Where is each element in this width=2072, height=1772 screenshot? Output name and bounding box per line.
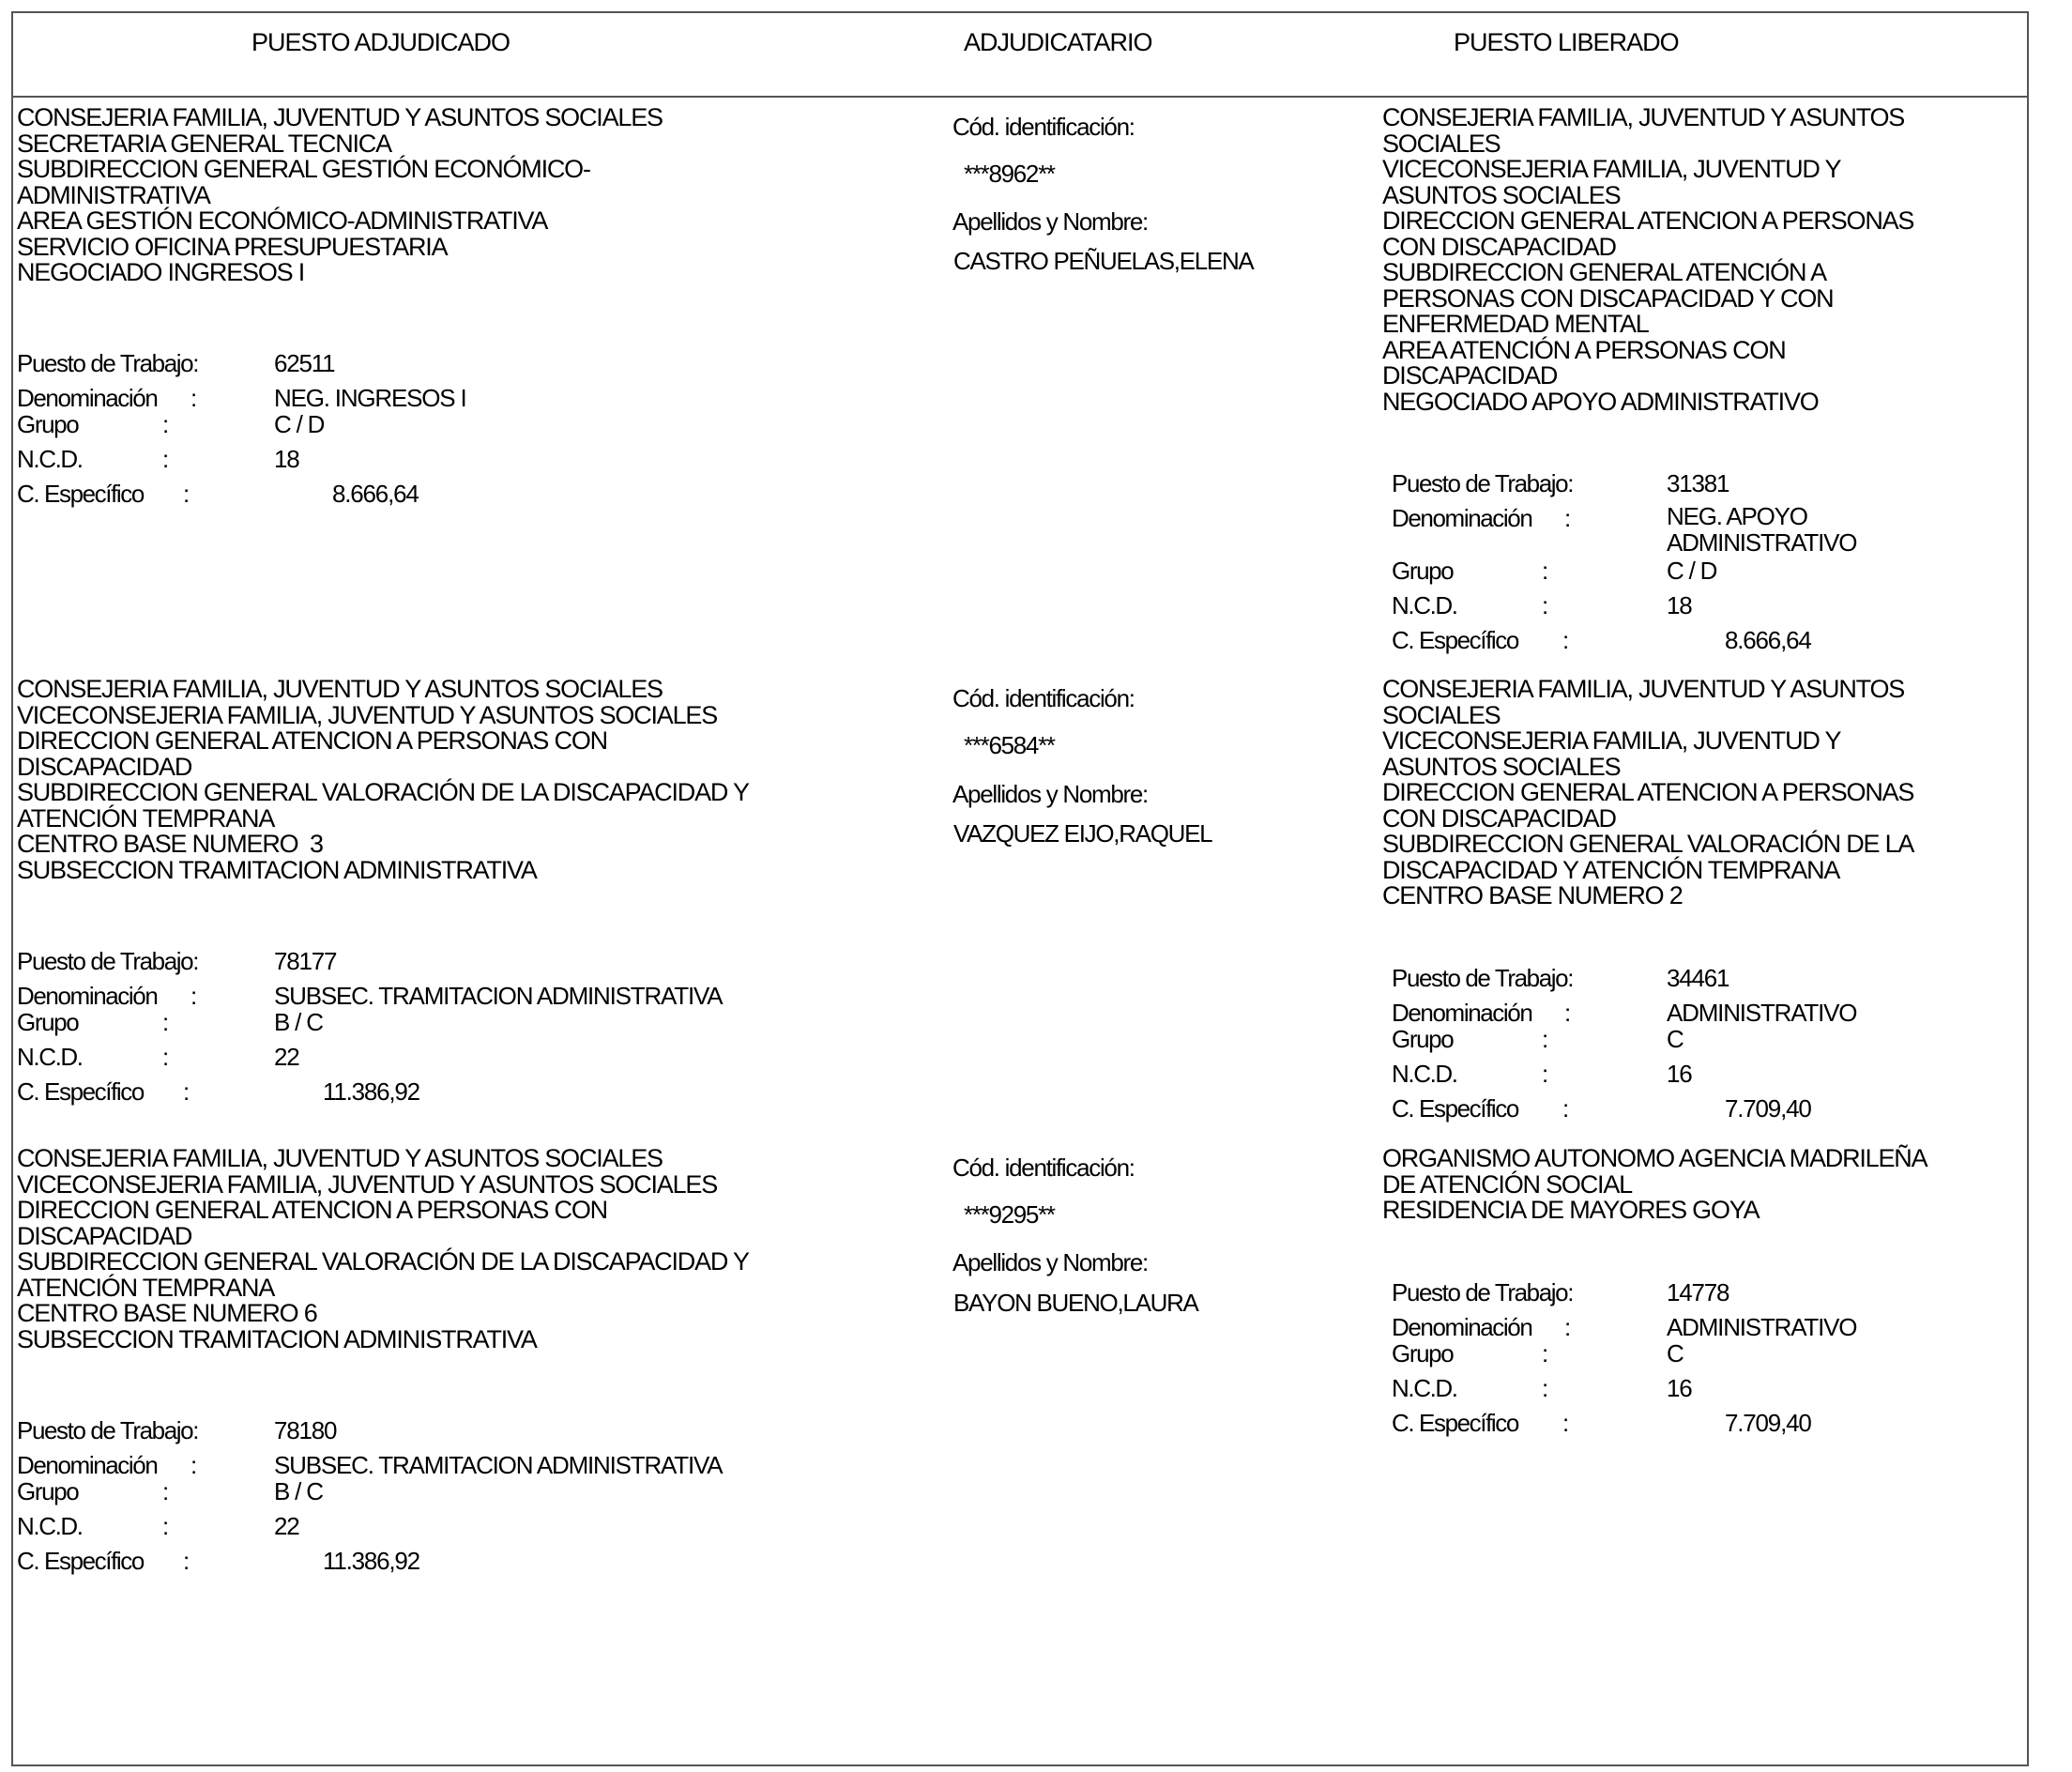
cod-value: ***8962** bbox=[964, 160, 1055, 188]
label-ncd: N.C.D. bbox=[1392, 591, 1457, 619]
colon: : bbox=[162, 1512, 170, 1540]
label-apellidos: Apellidos y Nombre: bbox=[952, 207, 1148, 236]
header-puesto-adjudicado: PUESTO ADJUDICADO bbox=[251, 28, 510, 56]
especifico-value: 11.386,92 bbox=[323, 1077, 419, 1106]
colon: : bbox=[183, 480, 190, 508]
colon: : bbox=[190, 384, 198, 412]
colon: : bbox=[1542, 1025, 1549, 1053]
header-divider bbox=[11, 96, 2029, 98]
label-puesto: Puesto de Trabajo: bbox=[17, 1416, 199, 1444]
adjudicado-unidad: CONSEJERIA FAMILIA, JUVENTUD Y ASUNTOS SOCIALES SECRETARIA GENERAL TECNICA SUBDIRECCION GENERAL GESTIÓN ECONÓMICO- ADMINISTRATIVA AREA GESTIÓN ECONÓMICO-ADMINISTRATIVA SERVICIO OFICINA PRESUPUESTARIA NEGOCIADO INGRESOS I bbox=[17, 103, 663, 286]
liberado-unidad: CONSEJERIA FAMILIA, JUVENTUD Y ASUNTOS SOCIALES VICECONSEJERIA FAMILIA, JUVENTUD Y ASUNTOS SOCIALES DIRECCION GENERAL ATENCION A PERSONAS CON DISCAPACIDAD SUBDIRECCION GENERAL ATENCIÓN A PERSONAS CON DISCAPACIDAD Y CON ENFERMEDAD MENTAL AREA ATENCIÓN A PERSONAS CON DISCAPACIDAD NEGOCIADO APOYO ADMINISTRATIVO bbox=[1382, 103, 1914, 416]
colon: : bbox=[162, 1043, 170, 1071]
label-especifico: C. Específico bbox=[17, 1077, 144, 1106]
header-adjudicatario: ADJUDICATARIO bbox=[964, 28, 1152, 56]
colon: : bbox=[1564, 1313, 1572, 1341]
label-especifico: C. Específico bbox=[1392, 1409, 1518, 1437]
label-denominacion: Denominación bbox=[1392, 999, 1532, 1027]
colon: : bbox=[1562, 1094, 1570, 1123]
label-grupo: Grupo bbox=[17, 1008, 79, 1036]
colon: : bbox=[1542, 1339, 1549, 1367]
label-grupo: Grupo bbox=[1392, 1339, 1454, 1367]
cod-value: ***9295** bbox=[964, 1200, 1055, 1229]
label-ncd: N.C.D. bbox=[17, 445, 83, 473]
label-apellidos: Apellidos y Nombre: bbox=[952, 780, 1148, 808]
label-especifico: C. Específico bbox=[1392, 1094, 1518, 1123]
colon: : bbox=[1542, 1374, 1549, 1402]
denominacion-value: ADMINISTRATIVO bbox=[1667, 999, 1857, 1027]
label-denominacion: Denominación bbox=[1392, 504, 1532, 532]
colon: : bbox=[162, 445, 170, 473]
ncd-value: 18 bbox=[1667, 591, 1692, 619]
colon: : bbox=[183, 1547, 190, 1575]
label-denominacion: Denominación bbox=[1392, 1313, 1532, 1341]
colon: : bbox=[1562, 626, 1570, 654]
puesto-value: 31381 bbox=[1667, 469, 1729, 497]
label-ncd: N.C.D. bbox=[17, 1512, 83, 1540]
label-grupo: Grupo bbox=[17, 1477, 79, 1505]
denominacion-value: NEG. INGRESOS I bbox=[274, 384, 466, 412]
label-grupo: Grupo bbox=[1392, 557, 1454, 585]
label-apellidos: Apellidos y Nombre: bbox=[952, 1248, 1148, 1276]
label-grupo: Grupo bbox=[17, 410, 79, 438]
label-grupo: Grupo bbox=[1392, 1025, 1454, 1053]
especifico-value: 8.666,64 bbox=[332, 480, 419, 508]
ncd-value: 16 bbox=[1667, 1060, 1692, 1088]
liberado-unidad: ORGANISMO AUTONOMO AGENCIA MADRILEÑA DE ATENCIÓN SOCIAL RESIDENCIA DE MAYORES GOYA bbox=[1382, 1144, 1927, 1224]
label-puesto: Puesto de Trabajo: bbox=[17, 947, 199, 975]
label-denominacion: Denominación bbox=[17, 1451, 158, 1479]
colon: : bbox=[1542, 1060, 1549, 1088]
colon: : bbox=[162, 410, 170, 438]
colon: : bbox=[1542, 591, 1549, 619]
label-denominacion: Denominación bbox=[17, 384, 158, 412]
label-cod: Cód. identificación: bbox=[952, 113, 1135, 141]
label-ncd: N.C.D. bbox=[1392, 1374, 1457, 1402]
especifico-value: 11.386,92 bbox=[323, 1547, 419, 1575]
cod-value: ***6584** bbox=[964, 731, 1055, 759]
colon: : bbox=[1564, 504, 1572, 532]
header-puesto-liberado: PUESTO LIBERADO bbox=[1454, 28, 1679, 56]
label-puesto: Puesto de Trabajo: bbox=[1392, 964, 1574, 992]
ncd-value: 18 bbox=[274, 445, 299, 473]
label-puesto: Puesto de Trabajo: bbox=[1392, 1278, 1574, 1306]
label-cod: Cód. identificación: bbox=[952, 684, 1135, 712]
adjudicado-unidad: CONSEJERIA FAMILIA, JUVENTUD Y ASUNTOS SOCIALES VICECONSEJERIA FAMILIA, JUVENTUD Y ASUNTOS SOCIALES DIRECCION GENERAL ATENCION A PERSONAS CON DISCAPACIDAD SUBDIRECCION GENERAL VALORACIÓN DE LA DISCAPACIDAD Y ATENCIÓN TEMPRANA CENTRO BASE NUMERO 6 SUBSECCION TRAMITACION ADMINISTRATIVA bbox=[17, 1144, 749, 1353]
liberado-unidad: CONSEJERIA FAMILIA, JUVENTUD Y ASUNTOS SOCIALES VICECONSEJERIA FAMILIA, JUVENTUD Y ASUNTOS SOCIALES DIRECCION GENERAL ATENCION A PERSONAS CON DISCAPACIDAD SUBDIRECCION GENERAL VALORACIÓN DE LA DISCAPACIDAD Y ATENCIÓN TEMPRANA CENTRO BASE NUMERO 2 bbox=[1382, 675, 1914, 909]
especifico-value: 7.709,40 bbox=[1725, 1094, 1811, 1123]
label-especifico: C. Específico bbox=[17, 480, 144, 508]
denominacion-value: ADMINISTRATIVO bbox=[1667, 1313, 1857, 1341]
denominacion-value: SUBSEC. TRAMITACION ADMINISTRATIVA bbox=[274, 982, 723, 1010]
ncd-value: 22 bbox=[274, 1043, 299, 1071]
label-cod: Cód. identificación: bbox=[952, 1153, 1135, 1182]
puesto-value: 14778 bbox=[1667, 1278, 1729, 1306]
denominacion-value: NEG. APOYO ADMINISTRATIVO bbox=[1667, 502, 1857, 557]
especifico-value: 8.666,64 bbox=[1725, 626, 1811, 654]
label-especifico: C. Específico bbox=[17, 1547, 144, 1575]
colon: : bbox=[190, 1451, 198, 1479]
especifico-value: 7.709,40 bbox=[1725, 1409, 1811, 1437]
label-ncd: N.C.D. bbox=[1392, 1060, 1457, 1088]
nombre-value: CASTRO PEÑUELAS,ELENA bbox=[953, 247, 1254, 275]
nombre-value: VAZQUEZ EIJO,RAQUEL bbox=[953, 819, 1212, 848]
nombre-value: BAYON BUENO,LAURA bbox=[953, 1289, 1198, 1317]
colon: : bbox=[162, 1477, 170, 1505]
label-especifico: C. Específico bbox=[1392, 626, 1518, 654]
puesto-value: 78180 bbox=[274, 1416, 337, 1444]
ncd-value: 16 bbox=[1667, 1374, 1692, 1402]
grupo-value: C / D bbox=[274, 410, 325, 438]
label-puesto: Puesto de Trabajo: bbox=[1392, 469, 1574, 497]
label-denominacion: Denominación bbox=[17, 982, 158, 1010]
colon: : bbox=[190, 982, 198, 1010]
label-puesto: Puesto de Trabajo: bbox=[17, 349, 199, 377]
colon: : bbox=[162, 1008, 170, 1036]
label-ncd: N.C.D. bbox=[17, 1043, 83, 1071]
colon: : bbox=[1542, 557, 1549, 585]
grupo-value: C bbox=[1667, 1339, 1684, 1367]
grupo-value: B / C bbox=[274, 1008, 323, 1036]
denominacion-value: SUBSEC. TRAMITACION ADMINISTRATIVA bbox=[274, 1451, 723, 1479]
puesto-value: 62511 bbox=[274, 349, 335, 377]
adjudicado-unidad: CONSEJERIA FAMILIA, JUVENTUD Y ASUNTOS SOCIALES VICECONSEJERIA FAMILIA, JUVENTUD Y ASUNTOS SOCIALES DIRECCION GENERAL ATENCION A PERSONAS CON DISCAPACIDAD SUBDIRECCION GENERAL VALORACIÓN DE LA DISCAPACIDAD Y ATENCIÓN TEMPRANA CENTRO BASE NUMERO 3 SUBSECCION TRAMITACION ADMINISTRATIVA bbox=[17, 675, 749, 884]
colon: : bbox=[183, 1077, 190, 1106]
grupo-value: B / C bbox=[274, 1477, 323, 1505]
colon: : bbox=[1562, 1409, 1570, 1437]
grupo-value: C / D bbox=[1667, 557, 1717, 585]
ncd-value: 22 bbox=[274, 1512, 299, 1540]
puesto-value: 78177 bbox=[274, 947, 337, 975]
grupo-value: C bbox=[1667, 1025, 1684, 1053]
puesto-value: 34461 bbox=[1667, 964, 1729, 992]
colon: : bbox=[1564, 999, 1572, 1027]
